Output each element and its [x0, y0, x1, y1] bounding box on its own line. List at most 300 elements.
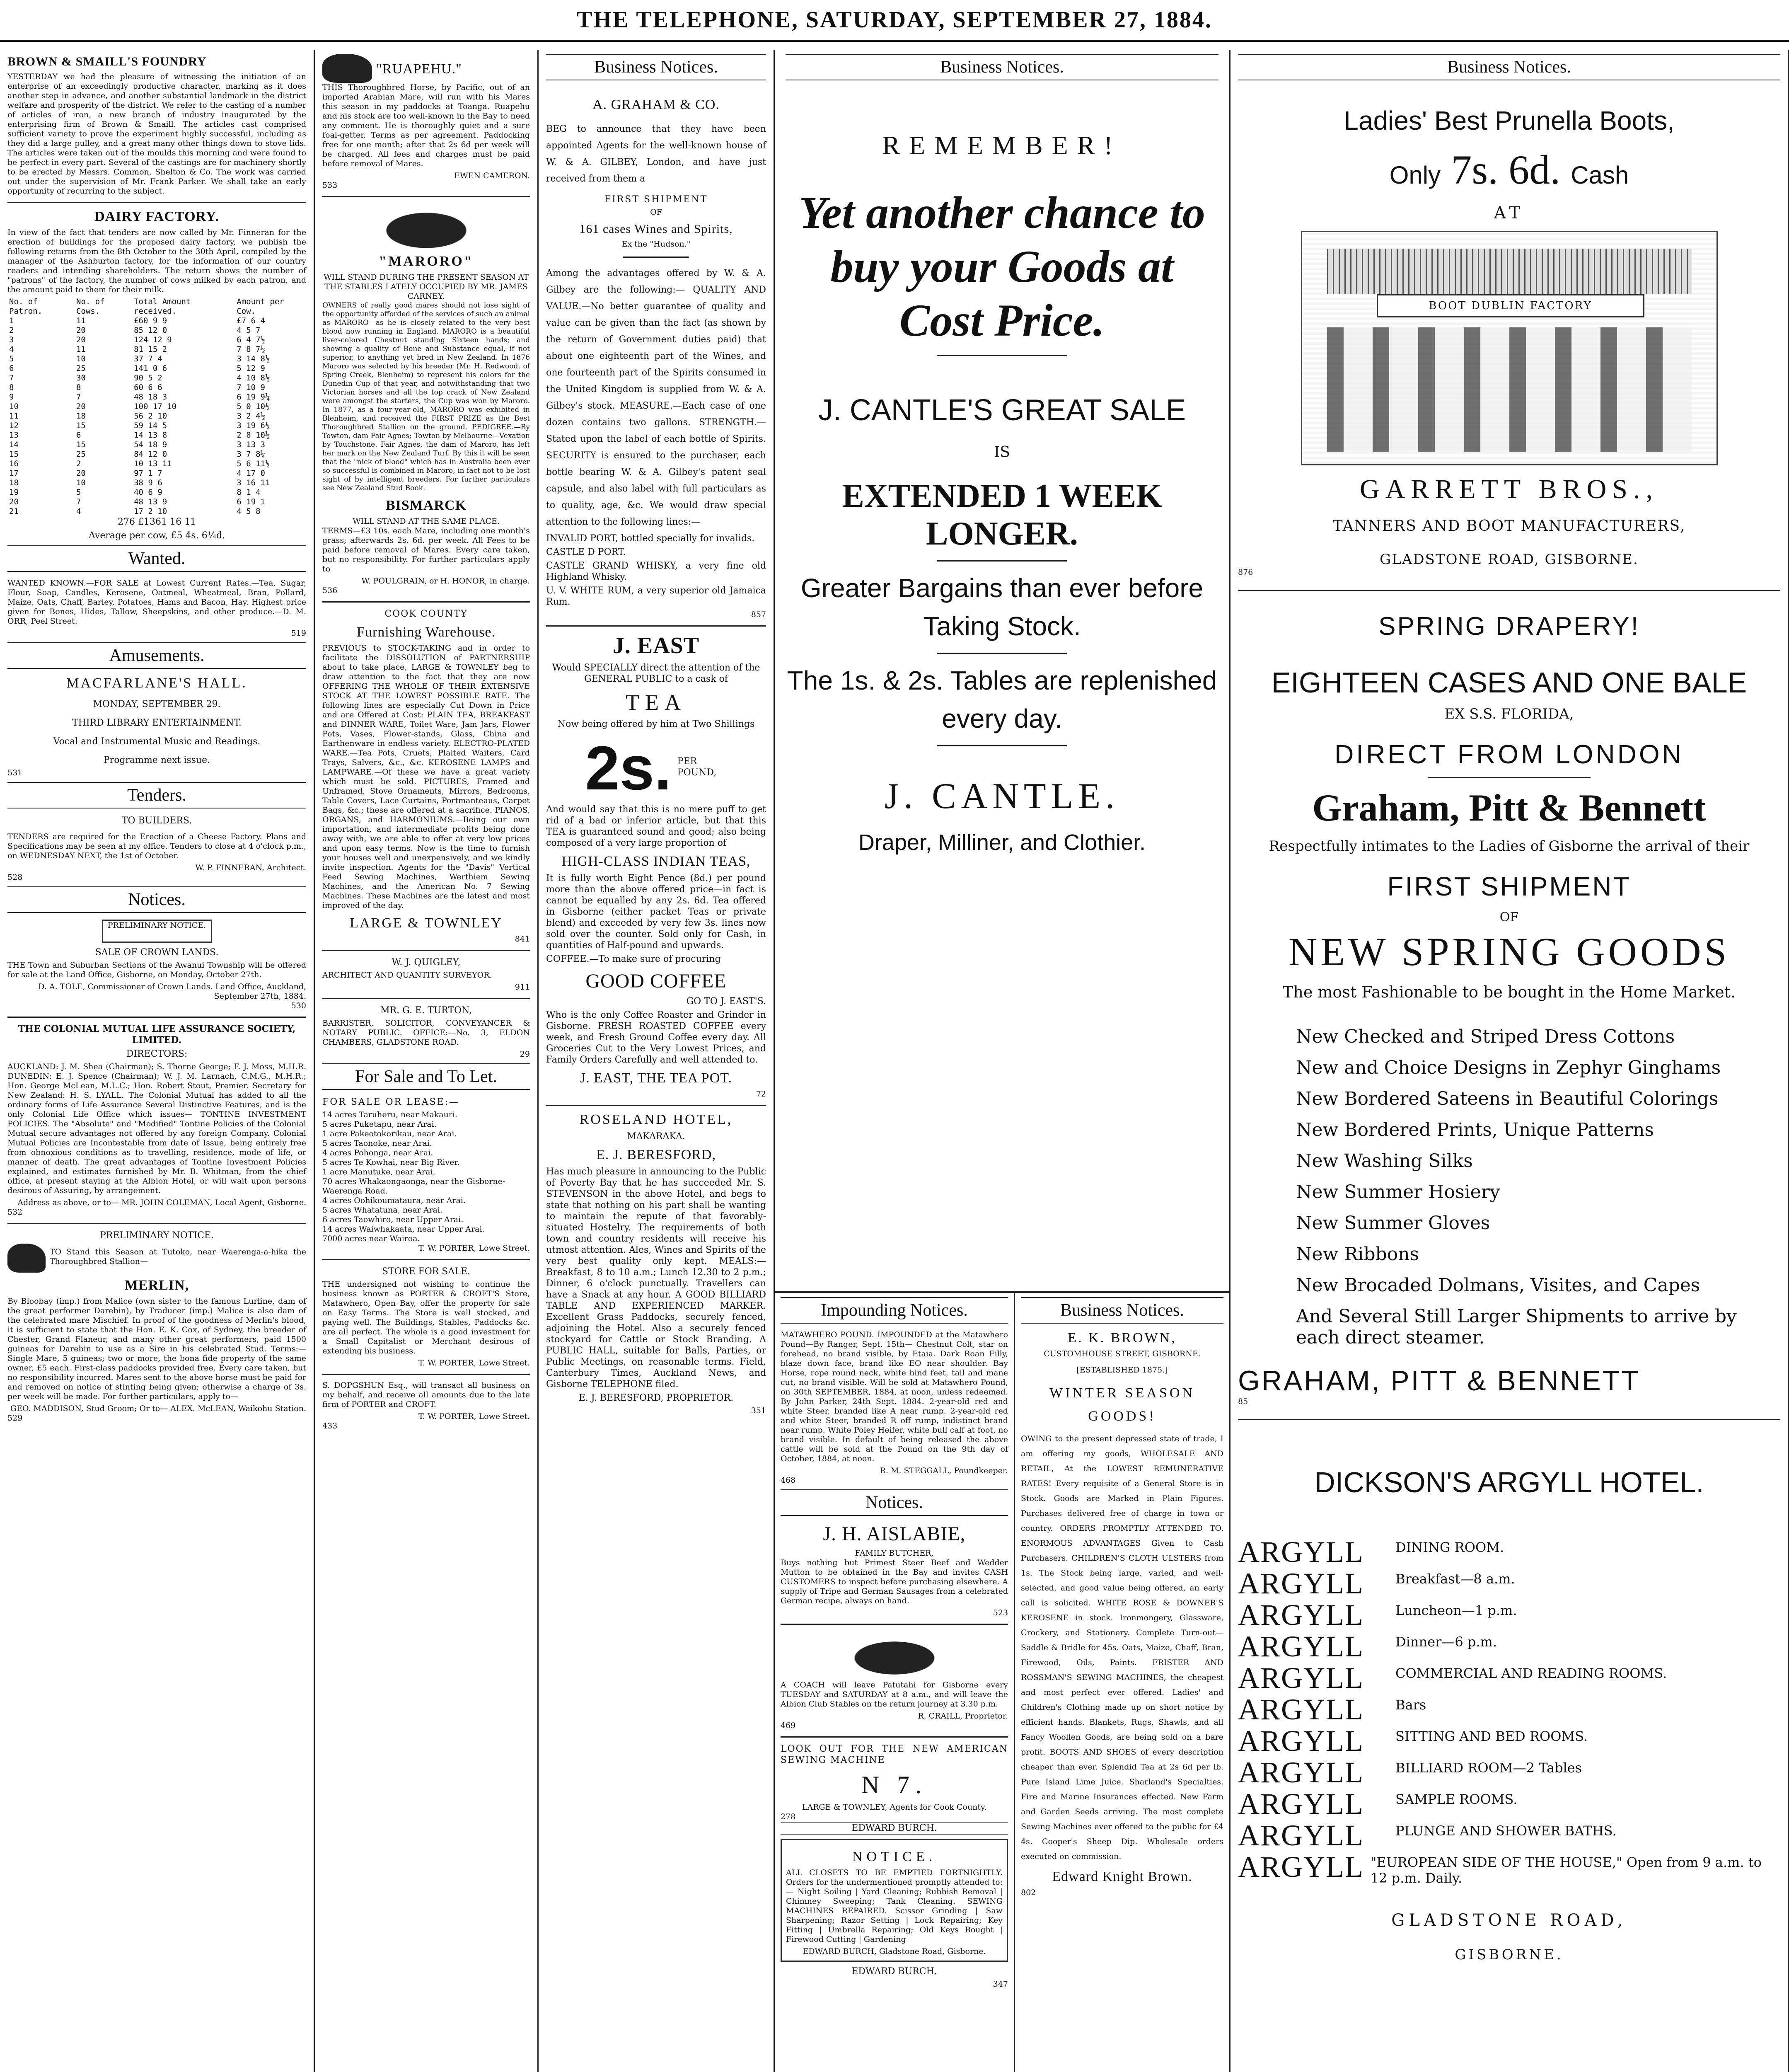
greater-bargains: Greater Bargains than ever before Taking Stock. [800, 573, 1204, 641]
roseland-place: MAKARAKA. [627, 1131, 685, 1142]
table-row [7, 478, 306, 488]
list-item: 70 acres Whakaongaonga, near the Gisborne-Waerenga Road. [322, 1177, 505, 1196]
section-header-wanted: Wanted. [7, 545, 306, 572]
dairy-cell: 5 [76, 488, 81, 497]
divider [623, 257, 689, 258]
building-sign: BOOT DUBLIN FACTORY [1377, 294, 1644, 317]
brown-text: OWING to the present depressed state of trade, I am offering my goods, WHOLESALE AND RETAIL, At the LOWEST REMUNERATIVE RATES! Every requisite of a General Store is in Stock. Goods are Marked in Plain Figures. Purchases delivered free of charge in town or country. ORDERS PROMPTLY ATTENDED TO. ENORMOUS ADVANTAGES Given to Cash Purchasers. CHILDREN'S CLOTH ULSTERS from 1s. The Stock being large, varied, and well-selected, and good value being offered, an early call is solicited. WHITE ROSE & DOWNER'S KEROSENE in stock. Ironmongery, Glassware, Crockery, and Stationery. Complete Turn-out—Saddle & Bridle for 45s. Oats, Maize, Chaff, Bran, Firewood, Oils, Paints. FRISTER AND ROSSMAN'S SEWING MACHINES, the cheapest and most perfect ever offered. Ladies' and Children's Clothing made up on short notice by efficient hands. Blankets, Rugs, Shawls, and all Fancy Woollen Goods, are being sold on a bare profit. BOOTS AND SHOES of every description cheaper than ever. Splendid Tea at 2s 6d per lb. Pure Island Lime Juice. Sharland's Specialties. Fire and Marine Insurances effected. New Farm and Garden Seeds arriving. The most complete Sewing Machines ever offered to the public for £4 4s. Cooper's Sheep Dip. Wholesale orders executed on commission. [1021, 1434, 1223, 1861]
dairy-cell: £7 6 4 [237, 316, 265, 325]
list-item: 7000 acres near Wairoa. [322, 1234, 420, 1243]
dairy-cell: 18 [76, 411, 86, 421]
building-windows [1327, 327, 1692, 452]
table-row [7, 497, 306, 507]
sale-list [322, 1110, 530, 1244]
argyll-text: Bars [1395, 1697, 1426, 1713]
table-row [7, 459, 306, 469]
dairy-cell: 8 [76, 383, 81, 392]
dairy-cell: 6 19 9¼ [237, 392, 270, 402]
dairy-cell: 141 0 6 [134, 364, 167, 373]
colonial-directors: DIRECTORS: [126, 1049, 188, 1059]
argyll-word: ARGYLL [1238, 1756, 1364, 1789]
table-row [7, 316, 306, 326]
graham-ex: Ex the "Hudson." [621, 240, 691, 249]
dairy-cell: 11 [9, 411, 19, 421]
column-5 [1231, 50, 1789, 2072]
dairy-cell: 13 [9, 431, 19, 440]
argyll-text: SAMPLE ROOMS. [1395, 1791, 1518, 1807]
foundry-title: BROWN & SMAILL'S FOUNDRY [7, 55, 207, 68]
merlin-text: By Bloobay (imp.) from Malice (own sister to the famous Lurline, dam of the great performer Darebin), by Traducer (imp.) Malice is also dam of the celebrated mare Mischief. In proof of the goodness of Merlin's blood, it is sufficient to state that the Hon. E. K. Cox, of Sydney, the breeder of Chester, Grand Flaneur, and many other great performers, paid 1500 guineas for Darebin to use as a Sire in his celebrated Stud. Terms:—Single Mare, 5 guineas; two or more, the bona fide property of the same owner, £5 each. First-class paddocks provided free. Every care taken, but no responsibility incurred. Mares sent to the above horse must be paid for and removed on notice of stinting being given; otherwise a charge of 3s. per week will be made. For further particulars, apply to— [7, 1297, 306, 1401]
east-price: 2s. [585, 733, 672, 803]
divider [546, 625, 766, 627]
coach-engraving [828, 1631, 961, 1676]
building-roof [1327, 249, 1692, 294]
burch-notice-box [781, 1839, 1008, 1962]
argyll-word: ARGYLL [1238, 1819, 1364, 1852]
brown-title: E. K. BROWN, [1068, 1330, 1177, 1346]
dairy-cell: 5 [9, 354, 14, 363]
section-header-notices: Notices. [7, 886, 306, 913]
merlin-intro-block [7, 1244, 306, 1273]
argyll-text: DINING ROOM. [1395, 1539, 1504, 1555]
graham-text: BEG to announce that they have been appointed Agents for the well-known house of W. & A. GILBEY, London, and have just received from them a [546, 124, 766, 184]
crown-preliminary: PRELIMINARY NOTICE. [107, 921, 206, 930]
burch-notice: NOTICE. [852, 1849, 937, 1864]
gpb-title: Graham, Pitt & Bennett [1312, 787, 1706, 829]
dairy-cell: 124 12 9 [134, 335, 172, 344]
dairy-cell: 7 [9, 373, 14, 382]
dairy-cell: 90 5 2 [134, 373, 162, 382]
list-item: 1 acre Manutuke, near Arai. [322, 1167, 435, 1176]
table-row [7, 411, 306, 421]
maroro-subtitle: WILL STAND DURING THE PRESENT SEASON AT THE STABLES LATELY OCCUPIED BY MR. JAMES CARNEY. [323, 273, 529, 301]
masthead [0, 0, 1789, 42]
bismarck-text: TERMS—£3 10s. each Mare, including one month's grass; afterwards 2s. 6d. per week. All Fees to be paid before removal of Mares. Every care taken, but no responsibility. For further particulars apply to [322, 526, 530, 574]
divider [322, 998, 530, 999]
dairy-cell: 2 [76, 459, 81, 468]
maroro-text: OWNERS of really good mares should not lose sight of the opportunity afforded of the services of such an animal as MARORO—as he is closely related to the very best blood now running in England. MARORO is a beautiful liver-colored Chestnut standing Sixteen hands; and showing a quality of Bone and Substance equal, if not superior, to anything yet bred in New Zealand. In 1876 Maroro was selected by his breeder (Mr. H. Redwood, of Spring Creek, Blenheim) to represent his colors for the Dunedin Cup of that year, and notwithstanding that two Victorian horses and all the top crack of New Zealand were amongst the starters, the Cup was won by Maroro. In 1877, as a four-year-old, MARORO was exhibited in Blenheim, and received the FIRST PRIZE as the Best Thoroughbred Stallion on the ground. PEDIGREE.—By Towton, dam Fair Agnes; Towton by Melbourne—Vexation by Touchstone. Fair Agnes, the dam of Maroro, has left her mark on the New Zealand Turf. By this it will be seen that the "nick of blood" which has in Australia been ever so successful is combined in Maroro, in fact not to be lost sight of by intelligent breeders. For further particulars see New Zealand Stud Book. [322, 301, 530, 492]
dairy-cell: 10 [76, 478, 86, 487]
graham-of: OF [650, 208, 662, 217]
amusement-entertainment: THIRD LIBRARY ENTERTAINMENT. [72, 718, 242, 728]
divider [322, 601, 530, 603]
divider [322, 196, 530, 197]
section-header-for-sale: For Sale and To Let. [322, 1063, 530, 1090]
argyll-word: ARGYLL [1238, 1567, 1364, 1600]
crown-title: SALE OF CROWN LANDS. [95, 947, 219, 958]
dairy-cell: 17 [9, 469, 19, 478]
dairy-text: In view of the fact that tenders are now called by Mr. Finneran for the erection of buildings for the proposed dairy factory, we publish the following returns from the 8th October to the 30th April, compiled by the manager of the Ashburton factory, for the information of our country readers and intending shareholders. The return shows the number of "patrons" of the factory, the number of cows milked by each patron, and the amount paid to them for their milk. [7, 228, 306, 294]
graham-cases: 161 cases Wines and Spirits, [579, 222, 733, 236]
section-header-tenders: Tenders. [7, 782, 306, 808]
ad-number: 519 [291, 629, 306, 638]
first-shipment: FIRST SHIPMENT [1387, 871, 1631, 901]
section-header-amusements: Amusements. [7, 642, 306, 669]
divider [937, 653, 1067, 654]
bismarck-signature: W. POULGRAIN, or H. HONOR, in charge. [361, 576, 530, 586]
ad-number: 72 [756, 1089, 766, 1099]
divider [1238, 590, 1780, 591]
sale-title: FOR SALE OR LEASE:— [322, 1097, 460, 1107]
list-item: New Checked and Striped Dress Cottons [1296, 1026, 1675, 1047]
aislabie-text: Buys nothing but Primest Steer Beef and Wedder Mutton to be obtained in the Bay and invites CASH CUSTOMERS to inspect before purchasing elsewhere. A supply of Tripe and German Sausages from a celebrated German recipe, always on hand. [781, 1558, 1008, 1605]
dairy-table-header [7, 297, 306, 316]
cook-title: COOK COUNTY [384, 609, 468, 619]
cost-price-slogan: Yet another chance to buy your Goods at Cost Price. [799, 187, 1205, 346]
argyll-word: ARGYLL [1238, 1850, 1364, 1883]
argyll-text: SITTING AND BED ROOMS. [1395, 1728, 1588, 1744]
ad-number: 278 [781, 1812, 796, 1821]
dairy-cell: 3 14 8½ [237, 354, 270, 363]
tables-replenished: The 1s. & 2s. Tables are replenished every day. [787, 666, 1217, 733]
argyll-row [1238, 1788, 1780, 1820]
argyll-text: Breakfast—8 a.m. [1395, 1571, 1515, 1587]
amusement-date: MONDAY, SEPTEMBER 29. [93, 699, 221, 709]
dairy-cell: 15 [76, 440, 86, 449]
graham-lines [546, 533, 766, 608]
table-row [7, 354, 306, 364]
dairy-cell: 5 0 10½ [237, 402, 270, 411]
dairy-cell: 81 15 2 [134, 345, 167, 354]
list-item: 14 acres Taruheru, near Makauri. [322, 1110, 458, 1119]
dairy-cell: 48 13 9 [134, 497, 167, 506]
dairy-cell: 6 19 1 [237, 497, 265, 506]
table-row [7, 488, 306, 497]
graham-title: A. GRAHAM & CO. [592, 97, 720, 112]
merlin-title: MERLIN, [124, 1278, 189, 1293]
roseland-text: Has much pleasure in announcing to the Public of Poverty Bay that he has succeeded Mr. S. STEVENSON in the above Hotel, and begs to state that nothing on his part shall be wanting to maintain the repute of that favorably-situated Hostelry. The requirements of both town and country residents will receive his utmost attention. Ales, Wines and Spirits of the very best quality only kept. MEALS:—Breakfast, 8 to 10 a.m.; Lunch 12.30 to 2 p.m.; Dinner, 6 o'clock punctually. Travellers can have a Snack at any hour. A GOOD BILLIARD TABLE AND EXPERIENCED MARKER. Excellent Grass Paddocks, securely fenced, adjoining the Hotel. Also a securely fenced stockyard for Cattle or Stock Branding. A PUBLIC HALL, suitable for Balls, Parties, or Public Meetings, on reasonable terms. Field, Canterbury Times, Auckland News, and Gisborne TELEPHONE filed. [546, 1167, 766, 1389]
dairy-cell: 6 4 7½ [237, 335, 265, 344]
list-item: INVALID PORT, bottled specially for invalids. [546, 533, 755, 544]
dairy-cell: 40 6 9 [134, 488, 162, 497]
price-suffix: Cash [1571, 161, 1629, 189]
ad-number: 533 [322, 181, 338, 190]
list-item: New and Choice Designs in Zephyr Ginghams [1296, 1057, 1721, 1078]
maroro-title: "MARORO" [379, 254, 474, 269]
dairy-cell: 3 [9, 335, 14, 344]
table-row [7, 440, 306, 450]
dairy-cell: 85 12 0 [134, 326, 167, 335]
list-item: 5 acres Te Kowhai, near Big River. [322, 1158, 460, 1167]
dairy-cell: 54 18 9 [134, 440, 167, 449]
divider [322, 950, 530, 951]
dairy-cell: 7 [76, 497, 81, 506]
dairy-cell: 3 19 6½ [237, 421, 270, 430]
dairy-cell: 21 [9, 507, 19, 516]
dairy-head-cell: Total Amount received. [134, 297, 191, 316]
coach-signature: R. CRAILL, Proprietor. [918, 1711, 1008, 1721]
dairy-head-cell: Amount per Cow. [237, 297, 284, 316]
cook-subtitle: Furnishing Warehouse. [357, 625, 496, 640]
argyll-word: ARGYLL [1238, 1598, 1364, 1631]
section-header-business: Business Notices. [786, 54, 1218, 80]
dairy-total: 276 £1361 16 11 [118, 517, 196, 527]
list-item: CASTLE GRAND WHISKY, a very fine old Highland Whisky. [546, 561, 766, 582]
store-text: THE undersigned not wishing to continue the business known as PORTER & CROFT'S Store, Matawhero, Open Bay, offer the property for sale on Easy Terms. The Store is well stocked, and paying well. The Buildings, Stables, Paddocks &c. are all perfect. The whole is a good investment for a Small Capitalist or Merchant desirous of extending his business. [322, 1280, 530, 1356]
list-item: 4 acres Pohonga, near Arai. [322, 1148, 433, 1157]
dairy-cell: 8 1 4 [237, 488, 261, 497]
ruapehu-signature: EWEN CAMERON. [454, 171, 530, 180]
table-row [7, 373, 306, 383]
list-item: New Bordered Prints, Unique Patterns [1296, 1119, 1654, 1140]
brown-address: CUSTOMHOUSE STREET, GISBORNE. [1044, 1349, 1201, 1358]
east-coffee: GOOD COFFEE [585, 970, 727, 992]
argyll-text: PLUNGE AND SHOWER BATHS. [1395, 1823, 1617, 1839]
ad-number: 528 [7, 873, 23, 882]
dairy-cell: 18 [9, 478, 19, 487]
dairy-cell: 5 6 11½ [237, 459, 270, 468]
list-item: 5 acres Whatatuna, near Arai. [322, 1205, 442, 1215]
dairy-head-cell: No. of Patron. [9, 297, 43, 316]
dairy-cell: 60 6 6 [134, 383, 162, 392]
impound-text: MATAWHERO POUND. IMPOUNDED at the Matawhero Pound—By Ranger, Sept. 15th— Chestnut Colt, star on forehead, no brand visible, by Etaia. Dark Roan Filly, blaze down face, brand like EO near shoulder. Bay Horse, rope round neck, white hind feet, tail and mane cut, no brand visible. Will be sold at Matawhero Pound, on 30th SEPTEMBER, 1884, at noon, unless redeemed. By John Parker, 24th Sept. 1884. 2-year-old red and white Steer, branded like A near rump. 2-year-old red and white Steer, branded R off rump, indistinct brand near rump. White Poley Heifer, white bull calf at foot, no brand visible. In default of being released the above cattle will be sold at the Pound on the 9th day of October, 1884, at noon. [781, 1330, 1008, 1463]
argyll-row [1238, 1536, 1780, 1568]
garrett-trade: TANNERS AND BOOT MANUFACTURERS, [1332, 518, 1686, 535]
dickson-title: DICKSON'S ARGYLL HOTEL. [1314, 1466, 1704, 1498]
n7-signature: LARGE & TOWNLEY, Agents for Cook County. [802, 1803, 987, 1812]
roseland-signature: E. J. BERESFORD, PROPRIETOR. [578, 1393, 734, 1403]
argyll-row [1238, 1599, 1780, 1631]
dairy-cell: 10 13 11 [134, 459, 172, 468]
foundry-text: YESTERDAY we had the pleasure of witnessing the initiation of an enterprise of an exceedingly productive character, marking as it does another step in advance, and another substantial landmark in the district welfare and prosperity of the district. We refer to the casting of a number of articles of iron, a new branch of industry inaugurated by the enterprising firm of Brown & Smaill. The articles cast comprised sufficient variety to prove the experiment highly successful, including as they did a large pulley, and a great many other things down to stove lids. The articles were taken out of the moulds this morning and were found to be perfect in every part. Several of the castings are for machinery shortly to be erected by Messrs. Common, Shelton & Co. The work was carried out under the supervision of Mr. Frank Parker. We shall take an early opportunity of recurring to the subject. [7, 72, 306, 196]
dairy-cell: 84 12 0 [134, 450, 167, 459]
dairy-cell: 11 [76, 316, 86, 325]
garrett-name: GARRETT BROS., [1359, 474, 1659, 504]
divider [7, 1017, 306, 1018]
ad-number: 911 [515, 983, 530, 992]
argyll-word: ARGYLL [1238, 1787, 1364, 1820]
dairy-average: Average per cow, £5 4s. 6¼d. [88, 530, 225, 541]
table-row [7, 469, 306, 478]
dairy-cell: 97 1 7 [134, 469, 162, 478]
list-item: U. V. WHITE RUM, a very superior old Jamaica Rum. [546, 586, 766, 607]
table-row [7, 335, 306, 345]
ad-number: 536 [322, 586, 338, 595]
preliminary-notice-banner [102, 920, 212, 943]
column-3 [539, 50, 775, 2072]
dairy-cell: 10 [76, 354, 86, 363]
turton-text: BARRISTER, SOLICITOR, CONVEYANCER & NOTARY PUBLIC. OFFICE:—No. 3, ELDON CHAMBERS, GLADSTONE ROAD. [322, 1019, 530, 1047]
coach-text: A COACH will leave Patutahi for Gisborne every TUESDAY and SATURDAY at 8 a.m., and will leave the Albion Club Stables on the return journey at 3.30 p.m. [781, 1680, 1008, 1709]
aislabie-subtitle: FAMILY BUTCHER, [855, 1549, 934, 1558]
ad-number: 29 [520, 1050, 530, 1059]
dairy-cell: 56 2 10 [134, 411, 167, 421]
ad-number: 531 [7, 768, 23, 777]
gpb-footer: GRAHAM, PITT & BENNETT [1238, 1365, 1640, 1397]
tenders-text: TENDERS are required for the Erection of a Cheese Factory. Plans and Specifications may be seen at my office. Tenders to close at 4 o'clock p.m., on WEDNESDAY NEXT, the 1st of October. [7, 832, 306, 860]
dairy-cell: 15 [76, 421, 86, 430]
dairy-cell: 4 [9, 345, 14, 354]
ad-number: 433 [322, 1421, 338, 1431]
quigley-title: W. J. QUIGLEY, [392, 957, 461, 968]
column-2 [315, 50, 539, 2072]
ad-number: 857 [751, 610, 766, 619]
dairy-cell: 14 13 8 [134, 431, 167, 440]
dairy-cell: 4 10 8½ [237, 373, 270, 382]
tenders-signature: W. P. FINNERAN, Architect. [195, 863, 306, 872]
list-item: 5 acres Taonoke, near Arai. [322, 1139, 432, 1148]
ad-number: 469 [781, 1721, 796, 1730]
remember-heading: REMEMBER! [882, 131, 1122, 160]
argyll-text: Dinner—6 p.m. [1395, 1634, 1497, 1650]
east-text-2: Now being offered by him at Two Shillings [557, 719, 755, 729]
is-label: IS [994, 444, 1010, 461]
east-coffee-to: GO TO J. EAST'S. [686, 996, 766, 1007]
list-item: New Ribbons [1296, 1244, 1419, 1265]
roseland-proprietor: E. J. BERESFORD, [596, 1147, 716, 1162]
dairy-cell: 20 [76, 469, 86, 478]
argyll-text: "EUROPEAN SIDE OF THE HOUSE," Open from 9 a.m. to 12 p.m. Daily. [1370, 1854, 1762, 1886]
new-spring-goods: NEW SPRING GOODS [1289, 929, 1730, 974]
gladstone-road: GLADSTONE ROAD, [1391, 1911, 1627, 1930]
list-item: New Bordered Sateens in Beautiful Colorings [1296, 1088, 1719, 1109]
ad-number: 351 [751, 1406, 766, 1415]
dairy-cell: 100 17 10 [134, 402, 177, 411]
dairy-cell: 20 [76, 326, 86, 335]
list-item: 4 acres Oohikoumataura, near Arai. [322, 1196, 466, 1205]
argyll-text: Luncheon—1 p.m. [1395, 1602, 1517, 1618]
dairy-cell: 1 [9, 316, 14, 325]
ruapehu-title: "RUAPEHU." [376, 61, 462, 77]
cantle-great-sale: J. CANTLE'S GREAT SALE [818, 394, 1186, 427]
cantle-trade: Draper, Milliner, and Clothier. [858, 830, 1146, 855]
argyll-word: ARGYLL [1238, 1661, 1364, 1694]
brown-winter: WINTER SEASON GOODS! [1049, 1385, 1195, 1424]
store-signature: T. W. PORTER, Lowe Street. [418, 1358, 530, 1368]
column-4-right [1015, 1293, 1231, 2072]
divider [322, 1374, 530, 1375]
dairy-cell: 6 [9, 364, 14, 373]
section-header-business: Business Notices. [1021, 1297, 1223, 1324]
cantle-name: J. CANTLE. [884, 776, 1120, 816]
look-out-text: LOOK OUT FOR THE NEW AMERICAN SEWING MACHINE [781, 1744, 1008, 1765]
dairy-table-body [7, 316, 306, 516]
list-item: 1 acre Pakeotokorikau, near Arai. [322, 1129, 457, 1138]
dairy-cell: 16 [9, 459, 19, 468]
dairy-cell: 4 17 0 [237, 469, 265, 478]
garrett-address: GLADSTONE ROAD, GISBORNE. [1380, 551, 1639, 568]
list-item: New Summer Gloves [1296, 1213, 1490, 1234]
dairy-cell: 37 7 4 [134, 354, 162, 363]
dairy-cell: 6 [76, 431, 81, 440]
bismarck-subtitle: WILL STAND AT THE SAME PLACE. [353, 517, 500, 526]
dairy-cell: 11 [76, 345, 86, 354]
list-item: And Several Still Larger Shipments to arrive by each direct steamer. [1296, 1306, 1737, 1348]
dairy-cell: 7 10 9 [237, 383, 265, 392]
dairy-cell: 25 [76, 450, 86, 459]
wanted-text: WANTED KNOWN.—FOR SALE at Lowest Current Rates.—Tea, Sugar, Flour, Soap, Candles, Kerosene, Oatmeal, Wheatmeal, Bran, Pollard, Maize, Oats, Chaff, Barley, Potatoes, Hams and Bacon, Hay. Highest price given for Bones, Hides, Tallow, Sheepskins, and other produce.—D. M. ORR, Peel Street. [7, 579, 306, 626]
section-header-impounding: Impounding Notices. [781, 1297, 1008, 1324]
dairy-cell: £60 9 9 [134, 316, 167, 325]
cook-signature: LARGE & TOWNLEY [350, 915, 503, 931]
dairy-cell: 7 [76, 392, 81, 402]
divider [1238, 1419, 1780, 1420]
table-row [7, 326, 306, 335]
store-title: STORE FOR SALE. [382, 1266, 470, 1277]
at-label: AT [1494, 203, 1525, 223]
horse-icon [7, 1244, 46, 1273]
ad-number: 529 [7, 1414, 23, 1423]
list-item: New Brocaded Dolmans, Visites, and Capes [1296, 1275, 1700, 1296]
divider [781, 1624, 1008, 1625]
east-title: J. EAST [612, 633, 700, 658]
table-row [7, 392, 306, 402]
argyll-text: BILLIARD ROOM—2 Tables [1395, 1760, 1582, 1776]
dairy-cell: 7 8 7½ [237, 345, 265, 354]
east-signature: J. EAST, THE TEA POT. [580, 1070, 732, 1086]
east-price-block [546, 732, 766, 804]
ruapehu-text: THIS Thoroughbred Horse, by Pacific, out of an imported Arabian Mare, will run with his Mares this season in my paddocks at Toanga. Ruapehu and his stock are too well-known in the Bay to need any comment. He is thoroughly quiet and a sure foal-getter. Terms as per agreement. Paddocking free for one month; after that 2s 6d per week will be charged. All fees and charges must be paid before removal of Mares. [322, 83, 530, 168]
sale-signature: T. W. PORTER, Lowe Street. [418, 1244, 530, 1253]
prunella-boots: Ladies' Best Prunella Boots, [1344, 106, 1675, 136]
gisborne-label: GISBORNE. [1455, 1946, 1564, 1963]
argyll-row [1238, 1568, 1780, 1599]
burch-heading: EDWARD BURCH. [781, 1822, 1008, 1835]
section-header-business: Business Notices. [546, 54, 766, 80]
aislabie-title: J. H. AISLABIE, [823, 1523, 966, 1545]
divider [937, 745, 1067, 746]
tenders-to: TO BUILDERS. [121, 816, 192, 826]
east-indian: HIGH-CLASS INDIAN TEAS, [561, 854, 751, 869]
colonial-address: Address as above, or to— MR. JOHN COLEMAN, Local Agent, Gisborne. [17, 1198, 306, 1207]
divider [7, 1223, 306, 1224]
ruapehu-head [322, 54, 530, 83]
sewing-machine-n7: N 7. [861, 1771, 928, 1798]
dairy-cell: 4 5 8 [237, 507, 261, 516]
masthead-title: THE TELEPHONE, SATURDAY, SEPTEMBER 27, 1884. [577, 7, 1212, 33]
argyll-row [1238, 1851, 1780, 1886]
direct-from-london: DIRECT FROM LONDON [1334, 739, 1684, 769]
east-per: PER POUND, [677, 756, 717, 778]
dairy-cell: 59 14 5 [134, 421, 167, 430]
east-text-3: And would say that this is no mere puff to get rid of a bad or inferior article, but that this TEA is guaranteed sound and good; also being composed of a very large proportion of [546, 804, 766, 848]
dairy-cell: 2 [9, 326, 14, 335]
dopgshun-text: S. DOPGSHUN Esq., will transact all business on my behalf, and receive all amounts due to the late firm of PORTER and CROFT. [322, 1381, 530, 1409]
colonial-text: AUCKLAND: J. M. Shea (Chairman); S. Thorne George; F. J. Moss, M.H.R. DUNEDIN: E. J. Spence (Chairman); W. J. M. Larnach, C.M.G., M.H.R.; Hon. George McLean, M.L.C.; Hon. Robert Stout, Premier. Secretary for New Zealand: H. S. LYALL. The Colonial Mutual has added to all the ordinary forms of Life Assurance Several Distinctive Features, and is the only Colonial Life Office which issues— TONTINE INVESTMENT POLICIES. The "Absolute" and "Modified" Tontine Policies of the Colonial Mutual secure advantages not offered by any foreign Company. Colonial Mutual Policies are Incontestable from date of Issue, being entirely free from obnoxious conditions as to travelling, residence, mode of life, or manner of death. The great advantages of Tontine Investment Policies explained, and estimates furnished by Mr. B. Whitman, from the chief office, at present staying at the Albion Hotel, or will wait upon persons desirous of Assuring, by arrangement. [7, 1062, 306, 1195]
dairy-cell: 10 [9, 402, 19, 411]
dairy-cell: 14 [9, 440, 19, 449]
divider [7, 202, 306, 203]
ad-number: 532 [7, 1208, 23, 1217]
table-row [7, 383, 306, 392]
brown-signature: Edward Knight Brown. [1052, 1869, 1192, 1884]
table-row [7, 450, 306, 459]
dairy-cell: 17 2 10 [134, 507, 167, 516]
dairy-cell: 30 [76, 373, 86, 382]
dairy-cell: 3 2 4½ [237, 411, 265, 421]
dairy-cell: 8 [9, 383, 14, 392]
argyll-row [1238, 1757, 1780, 1788]
dairy-cell: 3 7 8¼ [237, 450, 265, 459]
dairy-cell: 5 12 9 [237, 364, 265, 373]
amusement-hall: MACFARLANE'S HALL. [66, 675, 247, 691]
table-row [7, 507, 306, 516]
argyll-row [1238, 1694, 1780, 1725]
ex-florida: EX S.S. FLORIDA, [1444, 706, 1574, 722]
ad-number: 347 [993, 1980, 1008, 1989]
dopgshun-signature: T. W. PORTER, Lowe Street. [418, 1412, 530, 1421]
argyll-word: ARGYLL [1238, 1693, 1364, 1726]
divider [546, 1105, 766, 1106]
dairy-cell: 4 5 7 [237, 326, 261, 335]
divider [322, 1259, 530, 1260]
price-prefix: Only [1389, 161, 1441, 189]
ad-number: 841 [515, 934, 530, 944]
roseland-title: ROSELAND HOTEL, [579, 1112, 733, 1127]
list-item: New Washing Silks [1296, 1150, 1473, 1172]
goods-list [1238, 1026, 1780, 1348]
east-text-4: It is fully worth Eight Pence (8d.) per pound more than the above offered price—in fact is cannot be equalled by any 2s. 6d. Tea offered in Gisborne (either packet Teas or private blend) and exceeded by very few 3s. lines now sold over the counter. Sold only for Cash, in quantities of Half-pound and upwards. [546, 873, 766, 951]
